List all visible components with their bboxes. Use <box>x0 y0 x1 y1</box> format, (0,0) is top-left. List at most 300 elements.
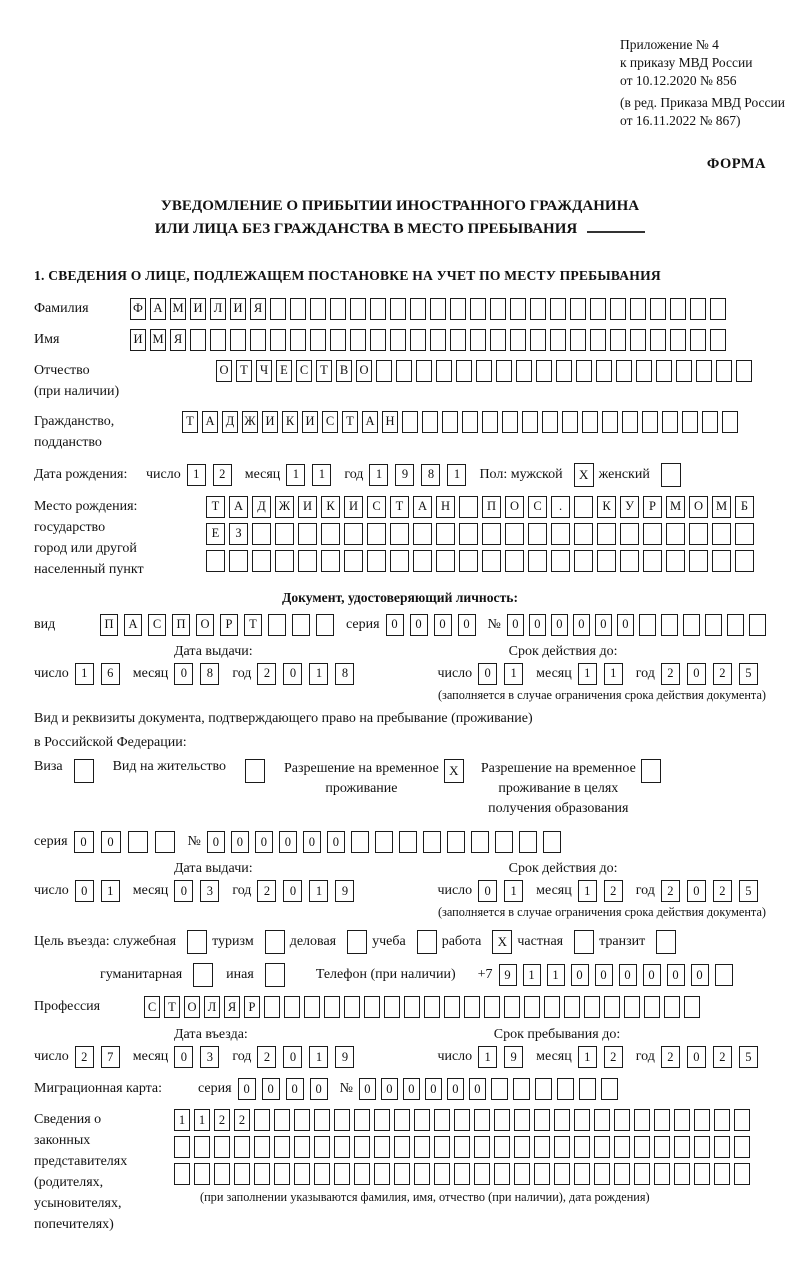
form-cell[interactable]: М <box>666 496 685 518</box>
form-cell[interactable] <box>252 550 271 572</box>
form-cell[interactable]: 5 <box>739 1046 758 1068</box>
form-cell[interactable] <box>535 1078 552 1100</box>
form-cell[interactable] <box>484 996 500 1018</box>
form-cell[interactable] <box>390 550 409 572</box>
form-cell[interactable] <box>554 1163 570 1185</box>
form-cell[interactable] <box>510 329 526 351</box>
form-cell[interactable] <box>444 996 460 1018</box>
form-cell[interactable]: О <box>216 360 232 382</box>
form-cell[interactable] <box>254 1136 270 1158</box>
form-cell[interactable] <box>190 329 206 351</box>
form-cell[interactable]: 0 <box>381 1078 398 1100</box>
form-cell[interactable]: 0 <box>174 1046 193 1068</box>
form-cell[interactable] <box>292 614 310 636</box>
form-cell[interactable] <box>513 1078 530 1100</box>
form-cell[interactable] <box>298 523 317 545</box>
form-cell[interactable] <box>194 1136 210 1158</box>
form-cell[interactable]: И <box>298 496 317 518</box>
form-cell[interactable]: 1 <box>309 663 328 685</box>
form-cell[interactable]: 0 <box>434 614 452 636</box>
form-cell[interactable]: С <box>322 411 338 433</box>
form-cell[interactable] <box>705 614 722 636</box>
form-cell[interactable] <box>714 1136 730 1158</box>
form-cell[interactable]: 0 <box>75 880 94 902</box>
form-cell[interactable] <box>459 523 478 545</box>
form-cell[interactable]: 0 <box>478 880 497 902</box>
form-cell[interactable] <box>424 996 440 1018</box>
form-cell[interactable] <box>304 996 320 1018</box>
form-cell[interactable] <box>694 1163 710 1185</box>
form-cell[interactable] <box>334 1163 350 1185</box>
form-cell[interactable] <box>582 411 598 433</box>
form-cell[interactable] <box>404 996 420 1018</box>
form-cell[interactable] <box>534 1136 550 1158</box>
form-cell[interactable]: 0 <box>595 964 613 986</box>
form-cell[interactable] <box>374 1109 390 1131</box>
form-cell[interactable] <box>376 360 392 382</box>
form-cell[interactable] <box>689 523 708 545</box>
form-cell[interactable] <box>734 1109 750 1131</box>
form-cell[interactable]: 5 <box>739 663 758 685</box>
form-cell[interactable] <box>474 1163 490 1185</box>
form-cell[interactable]: А <box>413 496 432 518</box>
form-cell[interactable] <box>174 1136 190 1158</box>
form-cell[interactable] <box>270 298 286 320</box>
form-cell[interactable] <box>554 1109 570 1131</box>
form-cell[interactable]: 0 <box>691 964 709 986</box>
form-cell[interactable] <box>654 1163 670 1185</box>
form-cell[interactable] <box>210 329 226 351</box>
form-cell[interactable] <box>370 298 386 320</box>
form-cell[interactable]: 0 <box>174 880 193 902</box>
form-cell[interactable] <box>684 996 700 1018</box>
form-cell[interactable]: О <box>505 496 524 518</box>
form-cell[interactable] <box>334 1109 350 1131</box>
form-cell[interactable]: Р <box>244 996 260 1018</box>
purpose-other-checkbox[interactable] <box>265 963 285 987</box>
form-cell[interactable]: Я <box>250 298 266 320</box>
form-cell[interactable]: И <box>130 329 146 351</box>
form-cell[interactable] <box>450 298 466 320</box>
form-cell[interactable] <box>414 1163 430 1185</box>
form-cell[interactable]: 0 <box>529 614 546 636</box>
form-cell[interactable] <box>551 550 570 572</box>
form-cell[interactable]: 0 <box>687 663 706 685</box>
form-cell[interactable] <box>482 523 501 545</box>
form-cell[interactable] <box>636 360 652 382</box>
form-cell[interactable] <box>594 1136 610 1158</box>
form-cell[interactable] <box>597 550 616 572</box>
temp-residence-education-checkbox[interactable] <box>641 759 661 783</box>
purpose-business-checkbox[interactable] <box>347 930 367 954</box>
form-cell[interactable]: А <box>202 411 218 433</box>
form-cell[interactable] <box>505 550 524 572</box>
form-cell[interactable]: И <box>302 411 318 433</box>
form-cell[interactable]: 1 <box>578 1046 597 1068</box>
purpose-private-checkbox[interactable] <box>574 930 594 954</box>
form-cell[interactable] <box>554 1136 570 1158</box>
form-cell[interactable] <box>674 1163 690 1185</box>
form-cell[interactable] <box>536 360 552 382</box>
purpose-transit-checkbox[interactable] <box>656 930 676 954</box>
form-cell[interactable] <box>321 523 340 545</box>
form-cell[interactable] <box>670 329 686 351</box>
form-cell[interactable] <box>514 1136 530 1158</box>
form-cell[interactable]: 1 <box>174 1109 190 1131</box>
form-cell[interactable] <box>384 996 400 1018</box>
form-cell[interactable]: 0 <box>458 614 476 636</box>
form-cell[interactable] <box>310 298 326 320</box>
form-cell[interactable] <box>590 329 606 351</box>
form-cell[interactable]: 0 <box>386 614 404 636</box>
form-cell[interactable] <box>390 298 406 320</box>
form-cell[interactable] <box>630 329 646 351</box>
form-cell[interactable] <box>710 298 726 320</box>
form-cell[interactable]: П <box>482 496 501 518</box>
form-cell[interactable]: Д <box>252 496 271 518</box>
form-cell[interactable]: 0 <box>238 1078 256 1100</box>
form-cell[interactable] <box>543 831 561 853</box>
form-cell[interactable] <box>413 550 432 572</box>
form-cell[interactable] <box>727 614 744 636</box>
form-cell[interactable] <box>390 523 409 545</box>
form-cell[interactable]: 0 <box>687 880 706 902</box>
form-cell[interactable]: 1 <box>75 663 94 685</box>
form-cell[interactable] <box>714 1163 730 1185</box>
form-cell[interactable] <box>601 1078 618 1100</box>
form-cell[interactable]: 2 <box>604 880 623 902</box>
form-cell[interactable] <box>274 1109 290 1131</box>
form-cell[interactable]: 2 <box>604 1046 623 1068</box>
form-cell[interactable] <box>298 550 317 572</box>
form-cell[interactable]: Т <box>390 496 409 518</box>
form-cell[interactable] <box>689 550 708 572</box>
form-cell[interactable]: 9 <box>395 464 414 486</box>
form-cell[interactable]: 0 <box>255 831 273 853</box>
form-cell[interactable] <box>284 996 300 1018</box>
form-cell[interactable] <box>316 614 334 636</box>
form-cell[interactable] <box>450 329 466 351</box>
form-cell[interactable] <box>314 1163 330 1185</box>
form-cell[interactable]: 1 <box>447 464 466 486</box>
purpose-work-checkbox[interactable]: X <box>492 930 512 954</box>
form-cell[interactable] <box>574 523 593 545</box>
form-cell[interactable] <box>676 360 692 382</box>
form-cell[interactable] <box>454 1136 470 1158</box>
form-cell[interactable] <box>447 831 465 853</box>
form-cell[interactable]: . <box>551 496 570 518</box>
form-cell[interactable] <box>430 329 446 351</box>
form-cell[interactable] <box>252 523 271 545</box>
form-cell[interactable]: 8 <box>200 663 219 685</box>
form-cell[interactable]: 0 <box>359 1078 376 1100</box>
form-cell[interactable] <box>402 411 418 433</box>
form-cell[interactable] <box>614 1136 630 1158</box>
form-cell[interactable]: Я <box>224 996 240 1018</box>
form-cell[interactable]: Т <box>342 411 358 433</box>
form-cell[interactable] <box>576 360 592 382</box>
form-cell[interactable]: 1 <box>286 464 305 486</box>
purpose-study-checkbox[interactable] <box>417 930 437 954</box>
form-cell[interactable]: 2 <box>713 663 732 685</box>
form-cell[interactable] <box>564 996 580 1018</box>
form-cell[interactable]: О <box>356 360 372 382</box>
form-cell[interactable] <box>530 329 546 351</box>
form-cell[interactable] <box>436 550 455 572</box>
form-cell[interactable]: 2 <box>234 1109 250 1131</box>
form-cell[interactable]: С <box>367 496 386 518</box>
form-cell[interactable]: Д <box>222 411 238 433</box>
form-cell[interactable] <box>155 831 175 853</box>
form-cell[interactable] <box>716 360 732 382</box>
form-cell[interactable] <box>616 360 632 382</box>
form-cell[interactable] <box>712 550 731 572</box>
form-cell[interactable] <box>459 496 478 518</box>
form-cell[interactable] <box>374 1163 390 1185</box>
form-cell[interactable] <box>722 411 738 433</box>
form-cell[interactable] <box>494 1136 510 1158</box>
form-cell[interactable]: 0 <box>283 880 302 902</box>
form-cell[interactable] <box>470 329 486 351</box>
form-cell[interactable] <box>394 1136 410 1158</box>
form-cell[interactable] <box>674 1109 690 1131</box>
form-cell[interactable] <box>683 614 700 636</box>
form-cell[interactable]: Е <box>206 523 225 545</box>
form-cell[interactable] <box>494 1109 510 1131</box>
form-cell[interactable] <box>664 996 680 1018</box>
form-cell[interactable] <box>367 523 386 545</box>
form-cell[interactable] <box>294 1163 310 1185</box>
form-cell[interactable]: 2 <box>713 880 732 902</box>
form-cell[interactable]: 1 <box>478 1046 497 1068</box>
form-cell[interactable] <box>413 523 432 545</box>
form-cell[interactable] <box>214 1163 230 1185</box>
form-cell[interactable] <box>464 996 480 1018</box>
form-cell[interactable] <box>330 298 346 320</box>
form-cell[interactable] <box>230 329 246 351</box>
form-cell[interactable]: 1 <box>604 663 623 685</box>
form-cell[interactable]: 0 <box>207 831 225 853</box>
form-cell[interactable]: Ж <box>242 411 258 433</box>
form-cell[interactable]: И <box>262 411 278 433</box>
form-cell[interactable] <box>350 298 366 320</box>
form-cell[interactable] <box>643 550 662 572</box>
form-cell[interactable] <box>656 360 672 382</box>
form-cell[interactable] <box>476 360 492 382</box>
form-cell[interactable] <box>570 298 586 320</box>
form-cell[interactable]: Я <box>170 329 186 351</box>
form-cell[interactable]: 0 <box>310 1078 328 1100</box>
form-cell[interactable] <box>275 523 294 545</box>
form-cell[interactable]: 0 <box>410 614 428 636</box>
form-cell[interactable] <box>310 329 326 351</box>
form-cell[interactable] <box>610 329 626 351</box>
form-cell[interactable]: 0 <box>425 1078 442 1100</box>
form-cell[interactable]: Р <box>643 496 662 518</box>
form-cell[interactable]: 2 <box>661 880 680 902</box>
form-cell[interactable]: 2 <box>213 464 232 486</box>
form-cell[interactable] <box>630 298 646 320</box>
form-cell[interactable]: С <box>296 360 312 382</box>
form-cell[interactable] <box>670 298 686 320</box>
form-cell[interactable] <box>634 1109 650 1131</box>
form-cell[interactable]: 0 <box>101 831 121 853</box>
form-cell[interactable] <box>254 1109 270 1131</box>
form-cell[interactable] <box>634 1163 650 1185</box>
form-cell[interactable] <box>290 298 306 320</box>
form-cell[interactable]: Е <box>276 360 292 382</box>
form-cell[interactable] <box>410 329 426 351</box>
form-cell[interactable] <box>661 614 678 636</box>
form-cell[interactable] <box>234 1163 250 1185</box>
form-cell[interactable]: 0 <box>573 614 590 636</box>
form-cell[interactable] <box>674 1136 690 1158</box>
form-cell[interactable] <box>524 996 540 1018</box>
form-cell[interactable] <box>416 360 432 382</box>
male-checkbox[interactable]: X <box>574 463 594 487</box>
form-cell[interactable] <box>574 1136 590 1158</box>
form-cell[interactable] <box>749 614 766 636</box>
form-cell[interactable]: В <box>336 360 352 382</box>
form-cell[interactable] <box>735 523 754 545</box>
form-cell[interactable] <box>584 996 600 1018</box>
form-cell[interactable] <box>702 411 718 433</box>
form-cell[interactable] <box>715 964 733 986</box>
form-cell[interactable]: 2 <box>214 1109 230 1131</box>
form-cell[interactable] <box>290 329 306 351</box>
form-cell[interactable] <box>514 1109 530 1131</box>
form-cell[interactable] <box>474 1109 490 1131</box>
form-cell[interactable]: 1 <box>101 880 120 902</box>
form-cell[interactable] <box>614 1109 630 1131</box>
form-cell[interactable]: Л <box>204 996 220 1018</box>
form-cell[interactable]: 0 <box>643 964 661 986</box>
form-cell[interactable] <box>610 298 626 320</box>
form-cell[interactable] <box>574 496 593 518</box>
form-cell[interactable] <box>274 1163 290 1185</box>
form-cell[interactable]: 0 <box>286 1078 304 1100</box>
form-cell[interactable] <box>579 1078 596 1100</box>
form-cell[interactable] <box>504 996 520 1018</box>
form-cell[interactable] <box>274 1136 290 1158</box>
form-cell[interactable] <box>414 1109 430 1131</box>
form-cell[interactable] <box>556 360 572 382</box>
form-cell[interactable]: 2 <box>257 663 276 685</box>
form-cell[interactable]: 0 <box>231 831 249 853</box>
form-cell[interactable] <box>410 298 426 320</box>
form-cell[interactable] <box>396 360 412 382</box>
form-cell[interactable]: 0 <box>174 663 193 685</box>
form-cell[interactable] <box>528 550 547 572</box>
form-cell[interactable]: Ч <box>256 360 272 382</box>
form-cell[interactable]: З <box>229 523 248 545</box>
form-cell[interactable] <box>505 523 524 545</box>
form-cell[interactable]: 0 <box>619 964 637 986</box>
form-cell[interactable]: Т <box>182 411 198 433</box>
form-cell[interactable] <box>690 298 706 320</box>
form-cell[interactable]: М <box>170 298 186 320</box>
form-cell[interactable] <box>644 996 660 1018</box>
form-cell[interactable] <box>495 831 513 853</box>
form-cell[interactable] <box>662 411 678 433</box>
form-cell[interactable]: 0 <box>617 614 634 636</box>
form-cell[interactable]: 0 <box>447 1078 464 1100</box>
form-cell[interactable]: У <box>620 496 639 518</box>
visa-checkbox[interactable] <box>74 759 94 783</box>
form-cell[interactable] <box>344 550 363 572</box>
form-cell[interactable] <box>354 1109 370 1131</box>
form-cell[interactable] <box>694 1109 710 1131</box>
form-cell[interactable] <box>491 1078 508 1100</box>
form-cell[interactable]: 3 <box>200 880 219 902</box>
form-cell[interactable]: 0 <box>74 831 94 853</box>
form-cell[interactable] <box>643 523 662 545</box>
form-cell[interactable]: 1 <box>309 1046 328 1068</box>
form-cell[interactable] <box>206 550 225 572</box>
form-cell[interactable] <box>522 411 538 433</box>
form-cell[interactable] <box>351 831 369 853</box>
form-cell[interactable]: К <box>597 496 616 518</box>
form-cell[interactable]: Т <box>206 496 225 518</box>
form-cell[interactable]: 0 <box>478 663 497 685</box>
form-cell[interactable] <box>344 523 363 545</box>
form-cell[interactable] <box>639 614 656 636</box>
form-cell[interactable]: 2 <box>257 1046 276 1068</box>
form-cell[interactable] <box>390 329 406 351</box>
form-cell[interactable] <box>459 550 478 572</box>
form-cell[interactable]: Н <box>382 411 398 433</box>
form-cell[interactable]: 3 <box>200 1046 219 1068</box>
form-cell[interactable] <box>570 329 586 351</box>
form-cell[interactable] <box>471 831 489 853</box>
purpose-tourism-checkbox[interactable] <box>265 930 285 954</box>
form-cell[interactable] <box>370 329 386 351</box>
form-cell[interactable] <box>436 523 455 545</box>
form-cell[interactable]: А <box>124 614 142 636</box>
form-cell[interactable] <box>734 1136 750 1158</box>
form-cell[interactable] <box>462 411 478 433</box>
form-cell[interactable]: 0 <box>283 663 302 685</box>
form-cell[interactable] <box>696 360 712 382</box>
form-cell[interactable]: Н <box>436 496 455 518</box>
form-cell[interactable]: 2 <box>713 1046 732 1068</box>
form-cell[interactable] <box>604 996 620 1018</box>
form-cell[interactable] <box>321 550 340 572</box>
form-cell[interactable]: 0 <box>571 964 589 986</box>
form-cell[interactable] <box>264 996 280 1018</box>
form-cell[interactable]: К <box>321 496 340 518</box>
form-cell[interactable] <box>490 298 506 320</box>
form-cell[interactable]: Ж <box>275 496 294 518</box>
form-cell[interactable] <box>690 329 706 351</box>
form-cell[interactable] <box>229 550 248 572</box>
form-cell[interactable]: М <box>150 329 166 351</box>
form-cell[interactable] <box>434 1136 450 1158</box>
form-cell[interactable] <box>364 996 380 1018</box>
form-cell[interactable] <box>574 1109 590 1131</box>
form-cell[interactable] <box>423 831 441 853</box>
form-cell[interactable] <box>624 996 640 1018</box>
form-cell[interactable] <box>642 411 658 433</box>
form-cell[interactable] <box>250 329 266 351</box>
form-cell[interactable]: Т <box>236 360 252 382</box>
form-cell[interactable]: Т <box>244 614 262 636</box>
form-cell[interactable] <box>456 360 472 382</box>
form-cell[interactable]: О <box>196 614 214 636</box>
form-cell[interactable] <box>128 831 148 853</box>
form-cell[interactable] <box>528 523 547 545</box>
form-cell[interactable] <box>454 1163 470 1185</box>
